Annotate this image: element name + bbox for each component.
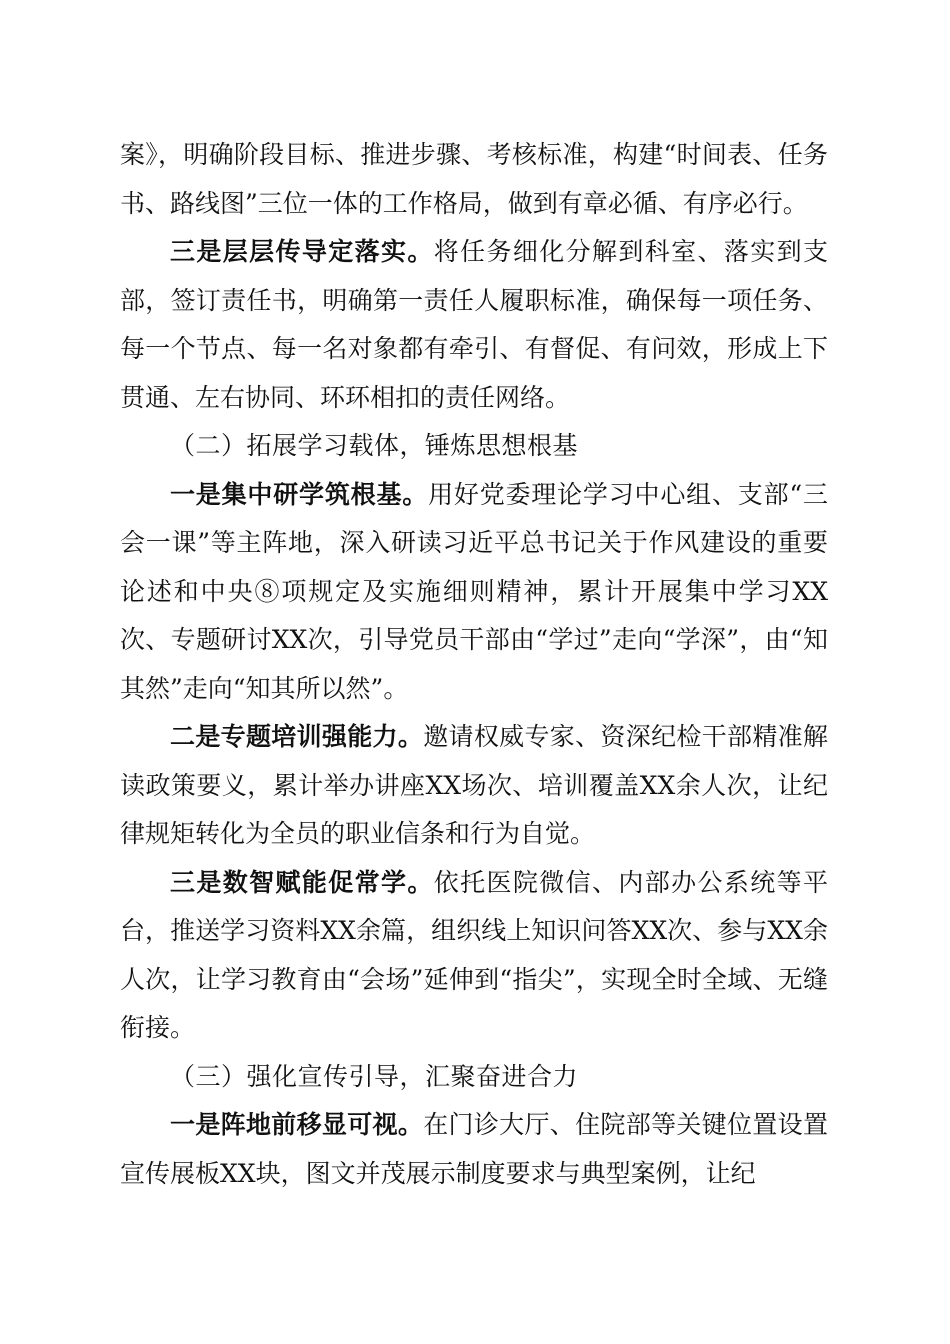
paragraph-lead: 一是阵地前移显可视。: [170, 1110, 424, 1139]
paragraph-text: 用好党委理论学习中心组、支部“三会一课”等主阵地，深入研读习近平总书记关于作风建设的重要论述和中央⑧项规定及实施细则精神，累计开展集中学习XX次、专题研讨XX次，引导党员干部由“学过”走向“学深”，由“知其然”走向“知其所以然”。: [120, 479, 828, 703]
paragraph-digital-learning: [120, 859, 828, 1053]
paragraph-layered-implementation: [120, 228, 828, 422]
document-page: [120, 131, 828, 1198]
paragraph-lead: 二是专题培训强能力。: [170, 722, 424, 751]
section-heading-3: （三）强化宣传引导，汇聚奋进合力: [170, 1061, 579, 1091]
paragraph-lead: 一是集中研学筑根基。: [170, 479, 429, 509]
paragraph-text: 在门诊大厅、住院部等关键位置设置宣传展板XX块，图文并茂展示制度要求与典型案例，让纪: [120, 1110, 828, 1188]
paragraph-text: 将任务细化分解到科室、落实到支部，签订责任书，明确第一责任人履职标准，确保每一项任务、每一个节点、每一名对象都有牵引、有督促、有问效，形成上下贯通、左右协同、环环相扣的责任网络。: [120, 237, 828, 412]
paragraph-text: 案》，明确阶段目标、推进步骤、考核标准，构建“时间表、任务书、路线图”三位一体的工作格局，做到有章必循、有序必行。: [120, 140, 828, 218]
section-heading-2: （二）拓展学习载体，锤炼思想根基: [170, 431, 579, 460]
paragraph-continuation: [120, 131, 828, 228]
paragraph-text: 邀请权威专家、资深纪检干部精准解读政策要义，累计举办讲座XX场次、培训覆盖XX余人次，让纪律规矩转化为全员的职业信条和行为自觉。: [120, 722, 828, 848]
paragraph-lead: 三是数智赋能促常学。: [170, 867, 434, 897]
paragraph-concentrated-study: [120, 471, 828, 714]
paragraph-text: 依托医院微信、内部办公系统等平台，推送学习资料XX余篇，组织线上知识问答XX次、参与XX余人次，让学习教育由“会场”延伸到“指尖”，实现全时全域、无缝衔接。: [120, 867, 828, 1042]
paragraph-special-training: [120, 713, 828, 859]
paragraph-visible-positions: [120, 1101, 828, 1198]
paragraph-lead: 三是层层传导定落实。: [170, 237, 434, 266]
